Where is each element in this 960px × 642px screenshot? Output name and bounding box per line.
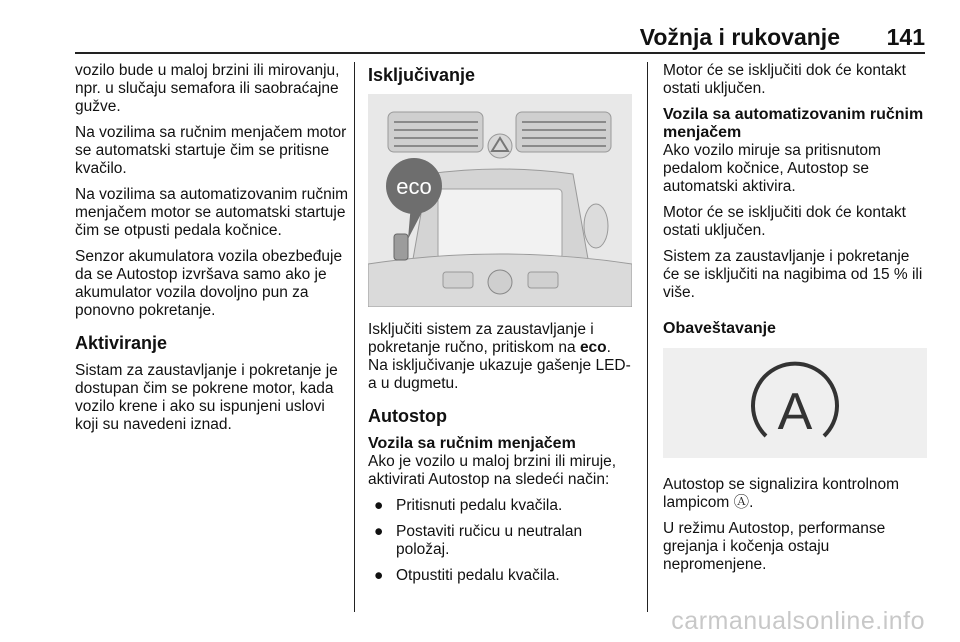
paragraph: Sistam za zaustavljanje i pokretanje je dostupan čim se pokrene motor, kada vozilo krene i ako su ispunjeni uslovi koji su navedeni iznad.: [75, 362, 338, 433]
subheading-manual: Vozila sa ručnim menjačem: [368, 435, 576, 452]
section-heading-notification: Obaveštavanje: [663, 320, 776, 337]
paragraph: Senzor akumulatora vozila obezbeđuje da se Autostop izvršava samo ako je akumulator vozila dovoljno pun za ponovno pokretanje.: [75, 248, 343, 319]
page-title: Vožnja i rukovanje: [639, 24, 840, 50]
list-item: [368, 497, 633, 515]
text-span: Isključiti sistem za zaustavljanje i pokretanje ručno, pritiskom na: [368, 321, 594, 356]
dashboard-illustration: [368, 94, 632, 307]
column-divider: [354, 62, 355, 612]
page-header: [75, 22, 925, 54]
column-divider: [647, 62, 648, 612]
paragraph: [663, 476, 928, 512]
section-heading-deactivation: Isključivanje: [368, 65, 476, 85]
page-number: 141: [886, 24, 925, 50]
autostop-lamp-figure: [663, 348, 927, 458]
text-span: Autostop se signalizira kontrolnom lampicom: [663, 476, 900, 511]
text-span: .: [606, 339, 611, 356]
paragraph: Sistem za zaustavljanje i pokretanje će se isključiti na nagibima od 15 % ili više.: [663, 248, 923, 301]
bullet-icon: ●: [374, 497, 384, 514]
column-1: [75, 62, 350, 442]
column-3: [663, 62, 928, 582]
subheading-automated: Vozila sa automatizovanim ručnim menjačem: [663, 106, 924, 141]
autostop-indicator-icon: [663, 348, 927, 458]
text-span: .: [749, 494, 754, 511]
eco-button-name: eco: [579, 339, 607, 356]
lamp-letter: A: [777, 383, 813, 441]
list-item-text: Pritisnuti pedalu kvačila.: [396, 497, 563, 514]
column-2: [368, 62, 633, 593]
paragraph: Ako vozilo miruje sa pritisnutom pedalom kočnice, Autostop se automatski aktivira.: [663, 142, 881, 195]
autostop-lamp-icon: Ⓐ: [733, 494, 750, 511]
list-item-text: Postaviti ručicu u neutralan položaj.: [396, 523, 583, 558]
bullet-icon: ●: [374, 523, 384, 540]
eco-label: eco: [396, 174, 432, 199]
bullet-icon: ●: [374, 567, 384, 584]
list-item-text: Otpustiti pedalu kvačila.: [396, 567, 560, 584]
paragraph: Na vozilima sa automatizovanim ručnim menjačem motor se automatski startuje čim se otpusti pedala kočnice.: [75, 186, 349, 239]
paragraph: U režimu Autostop, performanse grejanja i kočenja ostaju nepromenjene.: [663, 520, 886, 573]
text-span: Na isključivanje ukazuje gašenje LED-a u dugmetu.: [368, 357, 631, 392]
eco-button-figure: [368, 94, 632, 307]
watermark: carmanualsonline.info: [671, 607, 925, 635]
paragraph: Motor će se isključiti dok će kontakt ostati uključen.: [663, 62, 906, 97]
paragraph: Ako je vozilo u maloj brzini ili miruje, aktivirati Autostop na sledeći način:: [368, 453, 617, 488]
paragraph: [368, 321, 633, 393]
list-item: [368, 567, 633, 585]
paragraph: Na vozilima sa ručnim menjačem motor se automatski startuje čim se pritisne kvačilo.: [75, 124, 347, 177]
list-item: [368, 523, 633, 559]
section-heading-autostop: Autostop: [368, 406, 447, 426]
steps-list: [368, 497, 633, 585]
section-heading-activation: Aktiviranje: [75, 333, 168, 353]
paragraph: vozilo bude u maloj brzini ili mirovanju, npr. u slučaju semafora ili saobraćajne gužve.: [75, 62, 340, 115]
paragraph: Motor će se isključiti dok će kontakt ostati uključen.: [663, 204, 906, 239]
